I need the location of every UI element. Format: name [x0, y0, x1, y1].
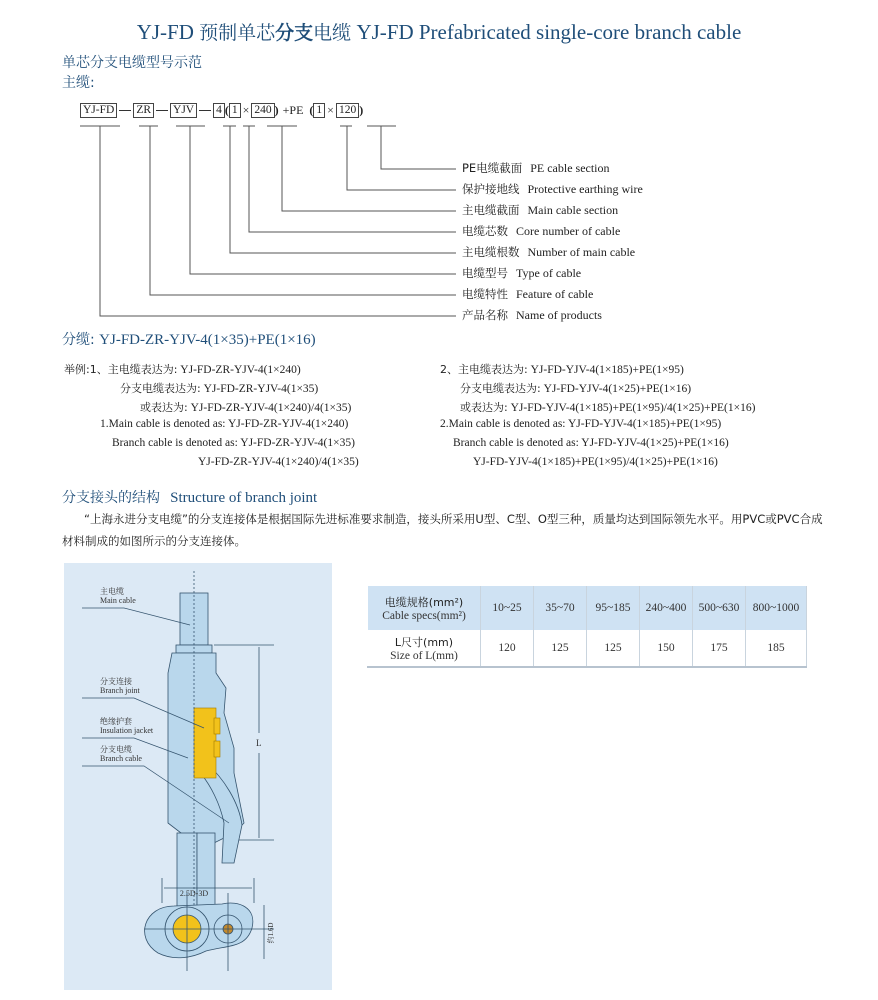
- legend-item: PE电缆截面 PE cable section: [462, 161, 610, 175]
- table-cell: 500~630: [693, 586, 746, 630]
- table-cell: 175: [693, 630, 746, 667]
- table-cell: 10~25: [481, 586, 534, 630]
- label-branch-cable: 分支电缆 Branch cable: [100, 745, 142, 763]
- open-paren: (: [224, 103, 229, 117]
- title-cn-3: 电缆: [313, 22, 352, 44]
- example-line: 1.Main cable is denoted as: YJ-FD-ZR-YJV-4(1×240): [100, 418, 349, 430]
- table-cell: 150: [640, 630, 693, 667]
- legend-item: 产品名称 Name of products: [462, 308, 602, 322]
- table-row: [368, 586, 807, 630]
- dim-width-label: 2.5D-3D: [179, 889, 209, 898]
- branch-cable-code: 分缆: YJ-FD-ZR-YJV-4(1×35)+PE(1×16): [62, 332, 316, 348]
- legend-item: 保护接地线 Protective earthing wire: [462, 182, 643, 196]
- example-line: 分支电缆表达为: YJ-FD-ZR-YJV-4(1×35): [120, 382, 319, 395]
- code-part-name: YJ-FD: [80, 103, 117, 118]
- example-line: 2.Main cable is denoted as: YJ-FD-YJV-4(1×185)+PE(1×95): [440, 418, 722, 430]
- example-line: YJ-FD-YJV-4(1×185)+PE(1×95)/4(1×25)+PE(1×16): [473, 456, 718, 468]
- code-part-pe-section: 120: [336, 103, 359, 118]
- legend-item: 主电缆根数 Number of main cable: [462, 245, 636, 259]
- title-cn-1: 预制单芯: [199, 22, 276, 44]
- structure-heading: 分支接头的结构 Structure of branch joint: [62, 490, 318, 506]
- legend-item: 电缆芯数 Core number of cable: [462, 224, 621, 238]
- table-cell: 240~400: [640, 586, 693, 630]
- title-cn-2: 分支: [275, 22, 314, 44]
- table-row-label: L尺寸(mm) Size of L(mm): [368, 630, 481, 667]
- close-paren: ): [359, 103, 364, 117]
- example-line: YJ-FD-ZR-YJV-4(1×240)/4(1×35): [198, 456, 359, 468]
- branch-joint-shape: [194, 708, 220, 778]
- close-paren: ): [274, 103, 279, 117]
- code-part-cores: 1: [229, 103, 241, 118]
- label-main-cable: 主电缆 Main cable: [100, 587, 136, 605]
- code-part-feature: ZR: [133, 103, 154, 118]
- example-line: 分支电缆表达为: YJ-FD-YJV-4(1×25)+PE(1×16): [460, 382, 692, 395]
- spec-table: [367, 586, 807, 668]
- main-cable-label: 主缆:: [62, 75, 95, 91]
- table-cell: 125: [587, 630, 640, 667]
- joint-drawing: [64, 563, 332, 990]
- open-paren: (: [309, 103, 314, 117]
- example-2: [440, 361, 755, 475]
- table-header-label: 电缆规格(mm²) Cable specs(mm²): [368, 586, 481, 630]
- times-sign: ×: [327, 103, 334, 117]
- code-legend: [462, 160, 643, 328]
- table-cell: 35~70: [534, 586, 587, 630]
- plus-pe: +PE: [282, 103, 304, 117]
- table-cell: 95~185: [587, 586, 640, 630]
- example-line: 2、主电缆表达为: YJ-FD-YJV-4(1×185)+PE(1×95): [440, 363, 684, 376]
- model-section-heading: 单芯分支电缆型号示范: [62, 55, 202, 71]
- example-line: Branch cable is denoted as: YJ-FD-YJV-4(1×25)+PE(1×16): [453, 437, 729, 449]
- table-cell: 120: [481, 630, 534, 667]
- branch-joint-diagram: [64, 563, 332, 990]
- legend-item: 电缆特性 Feature of cable: [462, 287, 594, 301]
- table-cell: 125: [534, 630, 587, 667]
- label-branch-joint: 分支连接 Branch joint: [100, 677, 140, 695]
- example-line: Branch cable is denoted as: YJ-FD-ZR-YJV-4(1×35): [112, 437, 355, 449]
- table-cell: 800~1000: [746, 586, 807, 630]
- dim-height-label: 约1.6D: [267, 922, 275, 944]
- dim-L-label: L: [256, 738, 262, 748]
- code-part-pe-cores: 1: [313, 103, 325, 118]
- table-row: [368, 630, 807, 667]
- label-insulation-jacket: 绝缘护套 Insulation jacket: [100, 717, 154, 735]
- legend-item: 主电缆截面 Main cable section: [462, 203, 619, 217]
- structure-paragraph: “上海永进分支电缆”的分支连接体是根据国际先进标准要求制造，接头所采用U型、C型、O型三种，质量均达到国际领先水平。用PVC或PVC合成材料制成的如图所示的分支连接体。: [62, 512, 823, 548]
- table-cell: 185: [746, 630, 807, 667]
- code-bracket-lines: [0, 0, 878, 330]
- code-part-count: 4: [213, 103, 225, 118]
- spec-table-wrapper: [367, 586, 807, 668]
- title-prefix: YJ-FD: [136, 20, 200, 44]
- legend-item: 电缆型号 Type of cable: [462, 266, 582, 280]
- times-sign: ×: [242, 103, 250, 117]
- title-en: YJ-FD Prefabricated single-core branch cable: [351, 20, 742, 44]
- example-line: 举例:1、主电缆表达为: YJ-FD-ZR-YJV-4(1×240): [64, 363, 301, 376]
- example-line: 或表达为: YJ-FD-YJV-4(1×185)+PE(1×95)/4(1×25)+PE(1×16): [460, 401, 756, 414]
- example-1: [64, 361, 359, 475]
- example-line: 或表达为: YJ-FD-ZR-YJV-4(1×240)/4(1×35): [140, 401, 352, 414]
- code-part-type: YJV: [170, 103, 197, 118]
- code-part-section: 240: [251, 103, 274, 118]
